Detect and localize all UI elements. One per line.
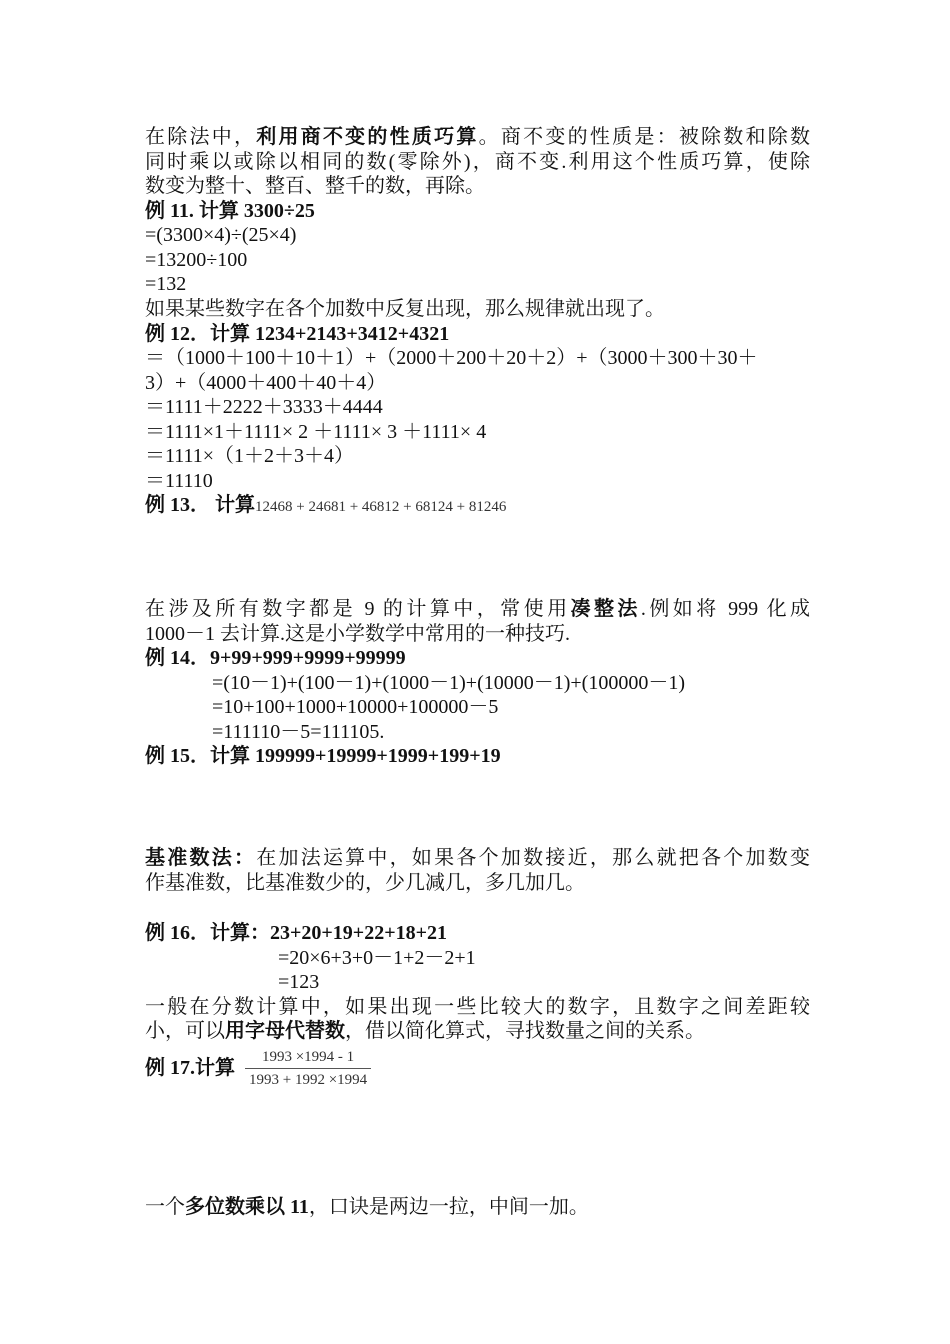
- example-16-step: =123: [278, 971, 320, 993]
- highlight-term: 基准数法：: [145, 847, 257, 869]
- paragraph-line: [145, 597, 810, 622]
- section-rounding-method: [145, 597, 810, 769]
- example-13-label: 例 13． 计算: [145, 494, 255, 516]
- text: 。商不变的性质是：被除数和除数: [478, 126, 811, 148]
- example-12-step: ＝（1000＋100＋10＋1）+（2000＋200＋20＋2）+（3000＋300＋30＋: [145, 347, 758, 369]
- example-12-step: ＝1111×（1＋2＋3＋4）: [145, 445, 355, 467]
- text: 一个: [145, 1196, 185, 1218]
- text: 在涉及所有数字都是 9 的计算中，常使用: [145, 598, 571, 620]
- example-12-step: ＝1111×1＋1111× 2 ＋1111× 3 ＋1111× 4: [145, 420, 487, 443]
- highlight-term: 利用商不变的性质巧算: [256, 126, 479, 148]
- example-13: [145, 493, 810, 518]
- example-15-title: 例 15．计算 199999+19999+1999+199+19: [145, 745, 501, 767]
- example-12-step: ＝1111＋2222＋3333＋4444: [145, 396, 383, 418]
- example-14-step: =111110－5=111105.: [212, 720, 385, 743]
- example-12-title: 例 12．计算 1234+2143+3412+4321: [145, 322, 450, 345]
- fraction-denominator: 1993 + 1992 ×1994: [249, 1072, 368, 1088]
- example-11-step: =(3300×4)÷(25×4): [145, 224, 297, 246]
- example-12-step: 3）+（4000＋400＋40＋4）: [145, 371, 387, 394]
- section-multiply-by-11: [145, 1195, 810, 1220]
- text: 小，可以: [145, 1020, 225, 1042]
- fraction-numerator: 1993 ×1994 - 1: [261, 1049, 355, 1065]
- paragraph-line: 如果某些数字在各个加数中反复出现，那么规律就出现了。: [145, 298, 665, 320]
- paragraph-line: 作基准数，比基准数少的，少几减几，多几加几。: [145, 871, 585, 894]
- highlight-term: 多位数乘以 11: [185, 1196, 309, 1218]
- section-repeated-digits: [145, 297, 810, 518]
- example-12-step: ＝11110: [145, 469, 213, 492]
- highlight-term: 用字母代替数: [225, 1020, 345, 1042]
- example-11-step: =132: [145, 273, 187, 295]
- example-13-expression: 12468 + 24681 + 46812 + 68124 + 81246: [255, 499, 507, 515]
- example-17-fraction: [245, 1047, 371, 1090]
- section-base-number-method: [145, 846, 810, 895]
- paragraph-line: 一般在分数计算中，如果出现一些比较大的数字，且数字之间差距较: [145, 995, 810, 1018]
- paragraph-line: 同时乘以或除以相同的数(零除外)，商不变.利用这个性质巧算，使除: [145, 150, 810, 173]
- paragraph-line: [145, 1195, 810, 1220]
- section-division-invariance: [145, 125, 810, 297]
- example-16-step: =20×6+3+0－1+2－2+1: [278, 946, 476, 969]
- text: 在加法运算中，如果各个加数接近，那么就把各个加数变: [256, 847, 811, 869]
- paragraph-line: 1000－1 去计算.这是小学数学中常用的一种技巧.: [145, 622, 570, 645]
- example-17-label: 例 17.计算: [145, 1057, 235, 1079]
- text: 在除法中，: [145, 126, 257, 148]
- text: ，口诀是两边一拉，中间一加。: [308, 1196, 589, 1218]
- example-11-title: 例 11. 计算 3300÷25: [145, 199, 315, 222]
- text: .例如将 999 化成: [640, 598, 811, 620]
- example-11-step: =13200÷100: [145, 248, 248, 271]
- text: ，借以简化算式，寻找数量之间的关系。: [345, 1020, 705, 1042]
- highlight-term: 凑整法: [570, 598, 641, 620]
- paragraph-line: 数变为整十、整百、整千的数，再除。: [145, 175, 485, 197]
- example-16: [145, 921, 810, 1044]
- example-14-step: =10+100+1000+10000+100000－5: [212, 696, 499, 718]
- paragraph-line: [145, 1019, 810, 1044]
- paragraph-line: [145, 125, 810, 150]
- paragraph-line: [145, 846, 810, 871]
- example-14-step: =(10－1)+(100－1)+(1000－1)+(10000－1)+(100000－1): [212, 671, 685, 694]
- example-17: [145, 1047, 810, 1095]
- example-16-title: 例 16．计算：23+20+19+22+18+21: [145, 922, 447, 944]
- example-14-title: 例 14．9+99+999+9999+99999: [145, 647, 406, 669]
